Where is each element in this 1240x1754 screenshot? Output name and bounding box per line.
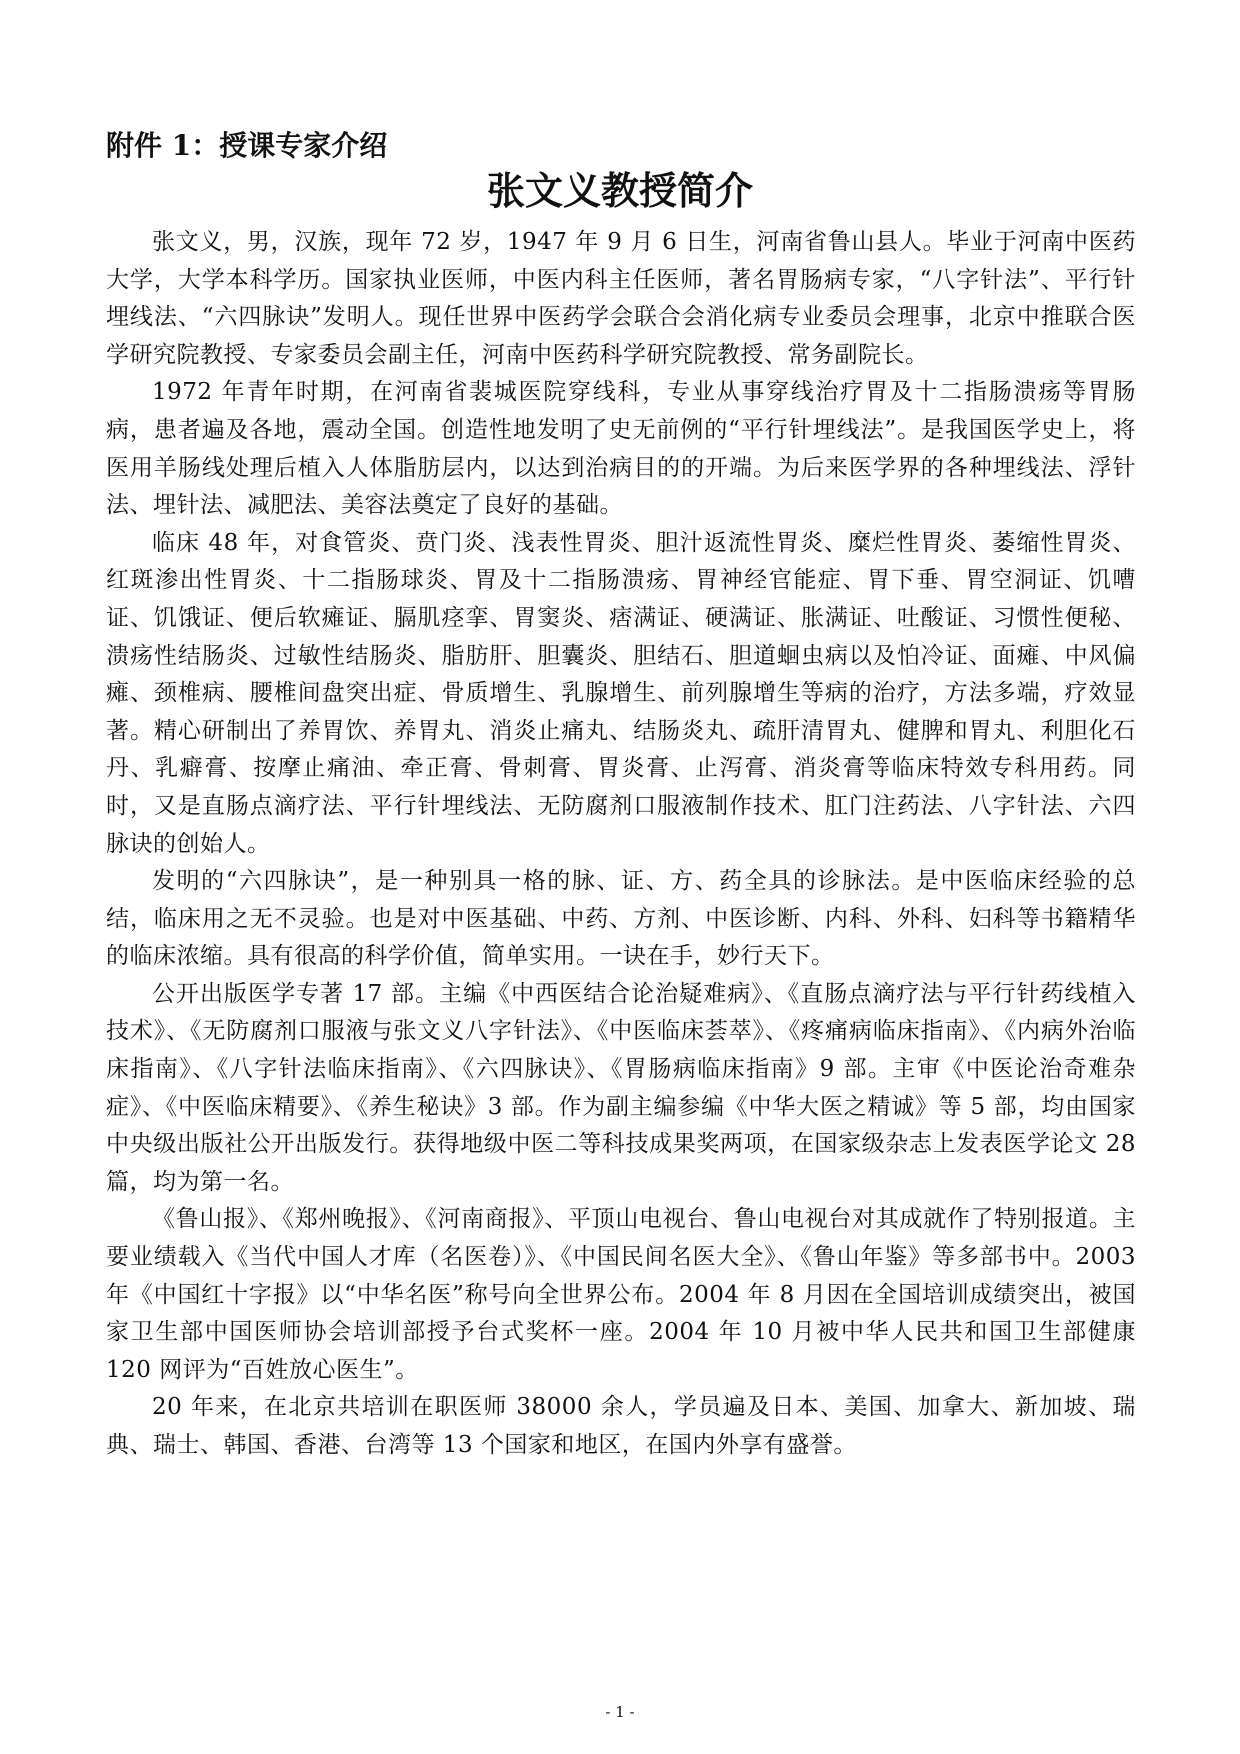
paragraph-media: 《鲁山报》、《郑州晚报》、《河南商报》、平顶山电视台、鲁山电视台对其成就作了特别报道。主要业绩载入《当代中国人才库（名医卷）》、《中国民间名医大全》、《鲁山年鉴》等多部书中。2003 年《中国红十字报》以“中华名医”称号向全世界公布。2004 年 8 月因在全国培训成绩突出，被国家卫生部中国医师协会培训部授予台式奖杯一座。2004 年 10 月被中华人民共和国卫生部健康 120 网评为“百姓放心医生”。 [106, 1206, 1136, 1383]
paragraph-clinical: 临床 48 年，对食管炎、贲门炎、浅表性胃炎、胆汁返流性胃炎、糜烂性胃炎、萎缩性胃炎、红斑渗出性胃炎、十二指肠球炎、胃及十二指肠溃疡、胃神经官能症、胃下垂、胃空洞证、饥嘈证、饥饿证、便后软瘫证、膈肌痉挛、胃窦炎、痞满证、硬满证、胀满证、吐酸证、习惯性便秘、溃疡性结肠炎、过敏性结肠炎、脂肪肝、胆囊炎、胆结石、胆道蛔虫病以及怕冷证、面瘫、中风偏瘫、颈椎病、腰椎间盘突出症、骨质增生、乳腺增生、前列腺增生等病的治疗，方法多端，疗效显著。精心研制出了养胃饮、养胃丸、消炎止痛丸、结肠炎丸、疏肝清胃丸、健脾和胃丸、利胆化石丹、乳癖膏、按摩止痛油、牵正膏、骨刺膏、胃炎膏、止泻膏、消炎膏等临床特效专科用药。同时，又是直肠点滴疗法、平行针埋线法、无防腐剂口服液制作技术、肛门注药法、八字针法、六四脉诀的创始人。 [106, 529, 1136, 857]
paragraph-training: 20 年来，在北京共培训在职医师 38000 余人，学员遍及日本、美国、加拿大、新加坡、瑞典、瑞士、韩国、香港、台湾等 13 个国家和地区，在国内外享有盛誉。 [106, 1394, 1136, 1458]
document-body [106, 224, 1136, 1465]
page-number: - 1 - [605, 1703, 635, 1721]
paragraph-publications: 公开出版医学专著 17 部。主编《中西医结合论治疑难病》、《直肠点滴疗法与平行针药线植入技术》、《无防腐剂口服液与张文义八字针法》、《中医临床荟萃》、《疼痛病临床指南》、《内病外治临床指南》、《八字针法临床指南》、《六四脉诀》、《胃肠病临床指南》9 部。主审《中医论治奇难杂症》、《中医临床精要》、《养生秘诀》3 部。作为副主编参编《中华大医之精诚》等 5 部，均由国家中央级出版社公开出版发行。获得地级中医二等科技成果奖两项，在国家级杂志上发表医学论文 28 篇，均为第一名。 [106, 980, 1136, 1195]
attachment-heading: 附件 1：授课专家介绍 [106, 129, 388, 162]
paragraph-biography: 张文义，男，汉族，现年 72 岁，1947 年 9 月 6 日生，河南省鲁山县人。毕业于河南中医药大学，大学本科学历。国家执业医师，中医内科主任医师，著名胃肠病专家，“八字针法”、平行针埋线法、“六四脉诀”发明人。现任世界中医药学会联合会消化病专业委员会理事，北京中推联合医学研究院教授、专家委员会副主任，河南中医药科学研究院教授、常务副院长。 [106, 229, 1136, 368]
paragraph-pulse-method: 发明的“六四脉诀”，是一种别具一格的脉、证、方、药全具的诊脉法。是中医临床经验的总结，临床用之无不灵验。也是对中医基础、中药、方剂、中医诊断、内科、外科、妇科等书籍精华的临床浓缩。具有很高的科学价值，简单实用。一诀在手，妙行天下。 [106, 868, 1136, 970]
paragraph-1972: 1972 年青年时期，在河南省裴城医院穿线科，专业从事穿线治疗胃及十二指肠溃疡等胃肠病，患者遍及各地，震动全国。创造性地发明了史无前例的“平行针埋线法”。是我国医学史上，将医用羊肠线处理后植入人体脂肪层内，以达到治病目的的开端。为后来医学界的各种埋线法、浮针法、埋针法、减肥法、美容法奠定了良好的基础。 [106, 379, 1136, 519]
document-title: 张文义教授简介 [486, 169, 753, 213]
